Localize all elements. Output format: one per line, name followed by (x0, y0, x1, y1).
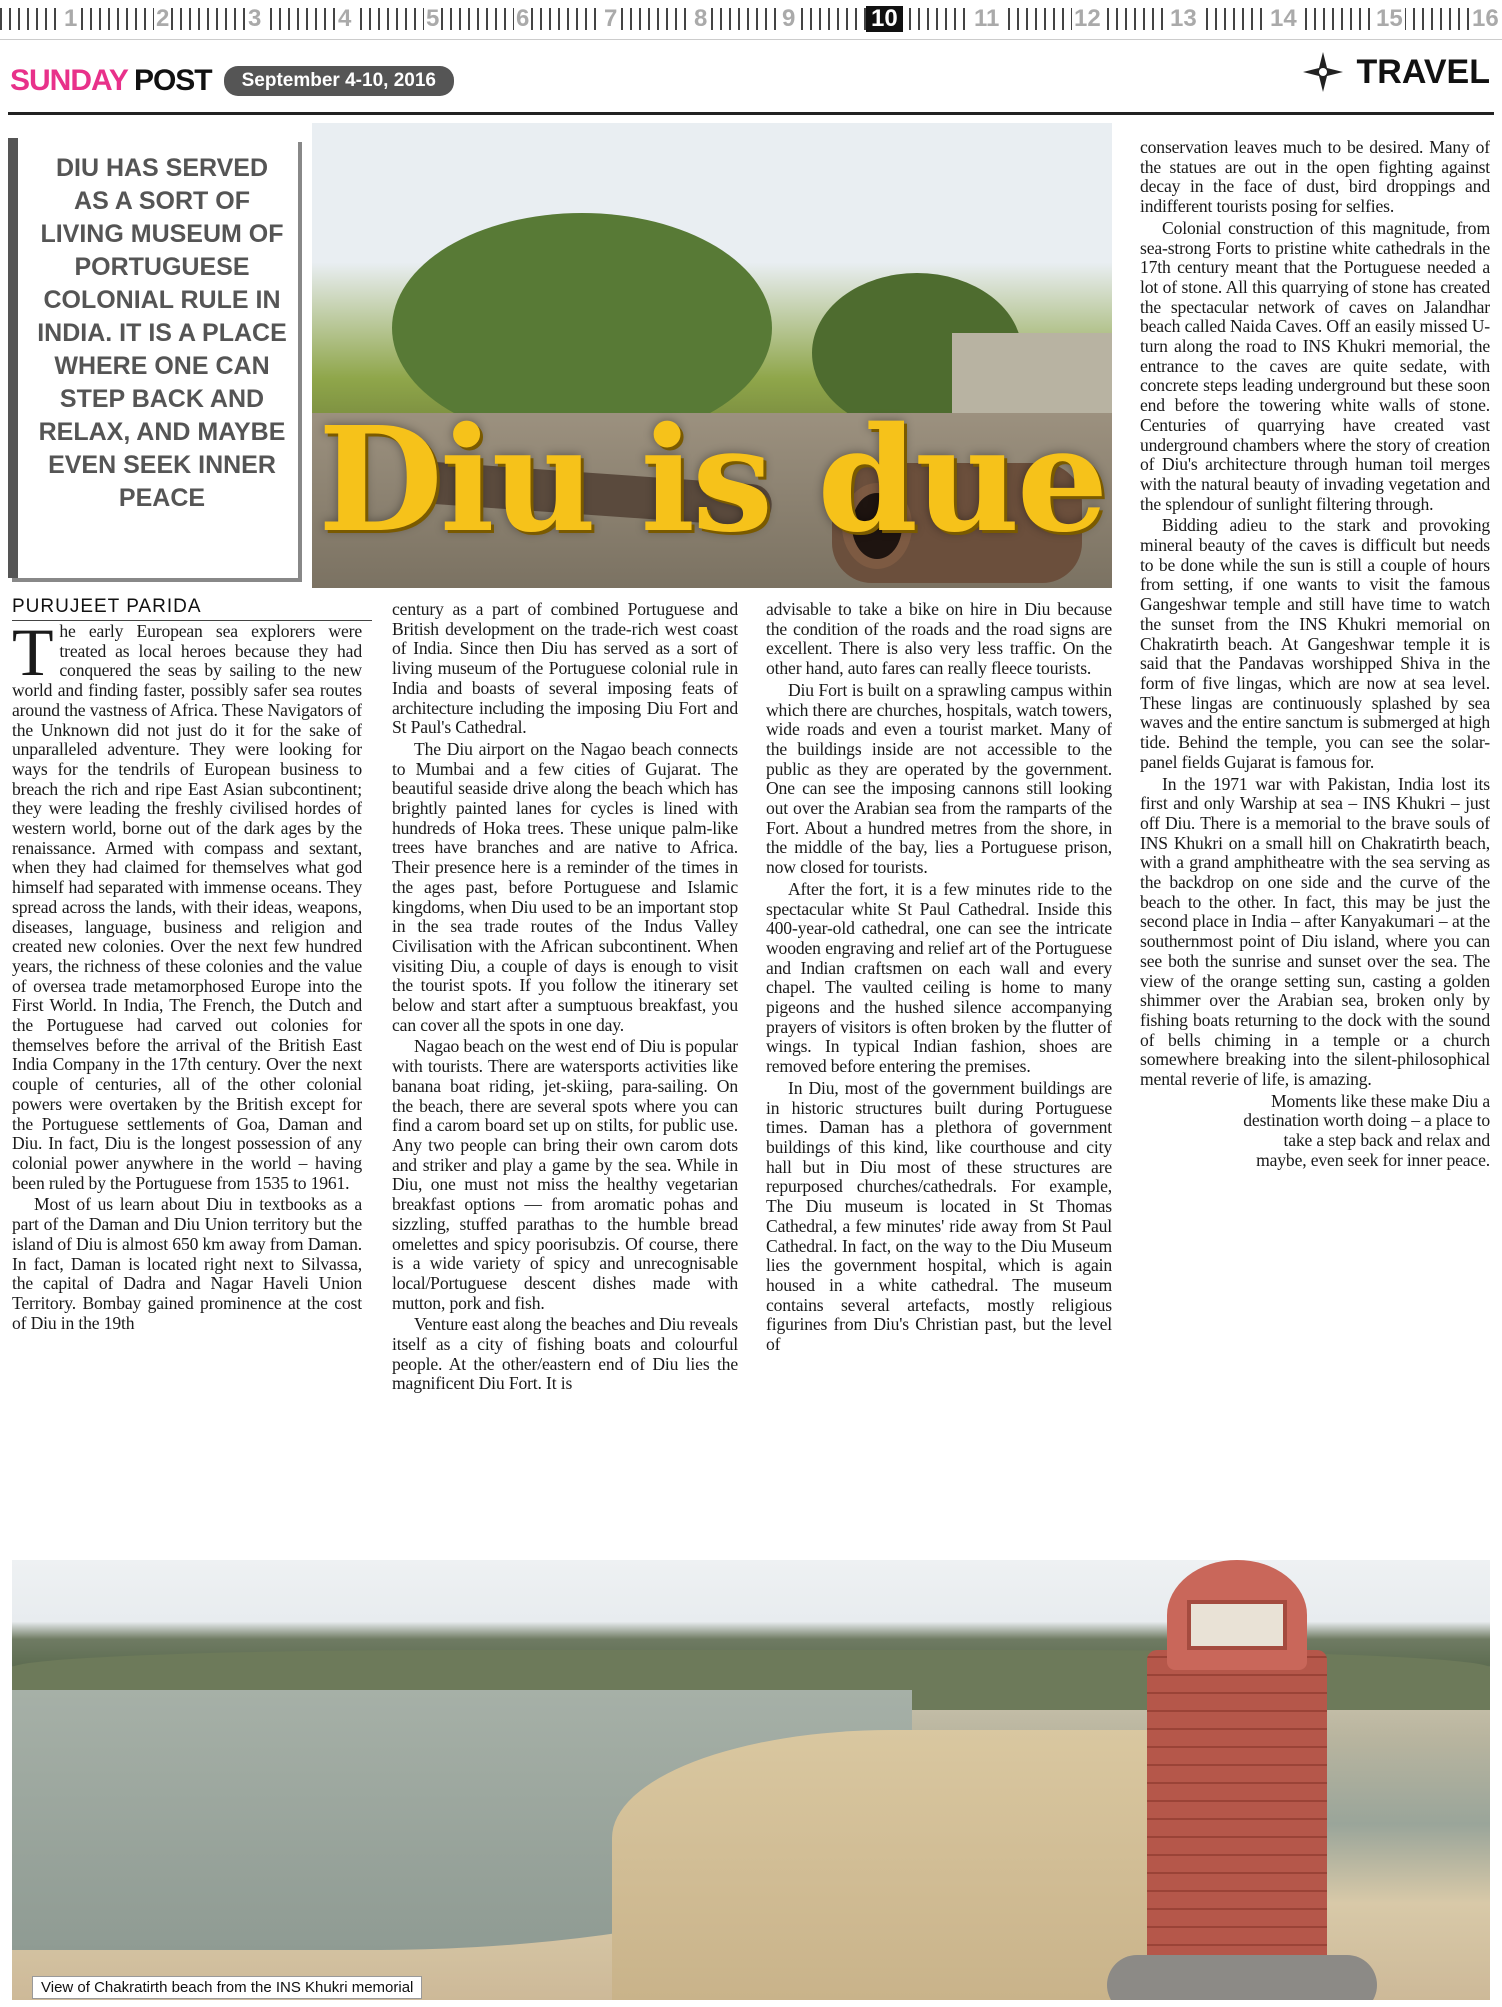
ruler-number: 14 (1270, 5, 1297, 32)
pull-quote-text: DIU HAS SERVED AS A SORT OF LIVING MUSEUM OF PORTUGUESE COLONIAL RULE IN INDIA. IT IS A PLACE WHERE ONE CAN STEP BACK AND RELAX, AND MAYBE EVEN SEEK INNER PEACE (37, 154, 287, 512)
ruler-number: 5 (426, 5, 440, 32)
ruler-number: 7 (604, 5, 618, 32)
paragraph: century as a part of combined Portuguese and British development on the trade-rich west coast of India. Since then Diu has served as a sort of living museum of the Portuguese colonial rule in India and boasts of several imposing feats of architecture including the imposing Diu Fort and St Paul's Cathedral. (392, 600, 738, 738)
paragraph: The Diu airport on the Nagao beach connects to Mumbai and a few cities of Gujarat. The beautiful seaside drive along the beach which has brightly painted lanes for cycles is lined with hundreds of Hoka trees. These unique palm-like trees have branches and are native to Africa. Their presence here is a reminder of the times in the ages past, before Portuguese and Islamic kingdoms, when Diu used to be an important stop in the sea trade routes of the Indus Valley Civilisation with the African subcontinent. When visiting Diu, a couple of days is enough to visit the tourist spots. If you follow the itinerary set below and start after a sumptuous breakfast, you can cover all the spots in one day. (392, 738, 738, 1035)
photo-rock-base (1107, 1955, 1377, 2000)
headline: Diu is due (318, 395, 1106, 564)
page-ruler (0, 0, 1502, 40)
photo-chakratirth-beach (12, 1560, 1490, 2000)
ruler-number: 15 (1376, 5, 1403, 32)
paragraph (12, 622, 362, 1193)
ruler-number: 8 (694, 5, 708, 32)
article-column-2 (392, 600, 738, 1545)
paragraph: Bidding adieu to the stark and provoking mineral beauty of the caves is difficult but needs to be done while the sun is still a couple of hours from setting, if one wants to visit the famous Gangeshwar temple and still have time to watch the sunset from the INS Khukri memorial on Chakratirth beach. At Gangeshwar temple it is said that the Pandavas worshipped Shiva in the form of five lingas, which are now at sea level. These lingas are continuously splashed by sea waves and the entire sanctum is submerged at high tide. Behind the temple, you can see the solar-panel fields Gujarat is famous for. (1140, 515, 1490, 772)
ruler-number: 13 (1170, 5, 1197, 32)
article-column-1 (12, 622, 362, 1542)
paragraph: Diu Fort is built on a sprawling campus within which there are churches, hospitals, watch towers, wide roads and even a tourist market. Many of the buildings inside are not accessible to the public as they are operated by the government. One can see the imposing cannons still looking out over the Arabian sea from the ramparts of the Fort. About a hundred metres from the shore, in the middle of the bay, lies a Portuguese prison, now closed for tourists. (766, 679, 1112, 878)
ruler-number: 11 (974, 5, 1000, 32)
paragraph: Moments like these make Diu a destination worth doing – a place to take a step back and relax and maybe, even seek for inner peace. (1243, 1090, 1490, 1170)
paragraph: conservation leaves much to be desired. Many of the statues are out in the open fighting against decay in the face of dust, bird droppings and indifferent tourists posing for selfies. (1140, 138, 1490, 217)
paragraph: advisable to take a bike on hire in Diu because the condition of the roads and the road signs are excellent. There is also very less traffic. On the other hand, auto fares can really fleece tourists. (766, 600, 1112, 679)
issue-date-badge: September 4-10, 2016 (224, 66, 454, 96)
photo-lighthouse-tower (1147, 1650, 1327, 1980)
drop-cap: T (12, 622, 54, 690)
compass-star-icon (1303, 52, 1343, 92)
byline: PURUJEET PARIDA (12, 596, 372, 621)
section-header (1303, 52, 1490, 92)
paragraph-text: he early European sea explorers were treated as local heroes because they had conquered the seas by sailing to the new world and finding faster, possibly safer sea routes around the vastness of Africa. These Navigators of the Unknown did not just do it for the sake of unparalleled adventure. They were looking for ways for the tendrils of European business to breach the rich and ripe East Asian subcontinent; they were leading the freshly civilised hordes of western world, borne out of the dark ages by the renaissance. Armed with compass and sextant, when they had claimed for themselves what god himself had separated with immense oceans. They spread across the lands, with their ideas, weapons, diseases, language, business and religion and created new colonies. Over the next few hundred years, the richness of these colonies and the value of oversea trade metamorphosed Europe into the First World. In India, The French, the Dutch and the Portuguese had carved out colonies for themselves before the arrival of the British East India Company in the 17th century. Over the next couple of centuries, all of the other colonial powers were overtaken by the British except for the Portuguese settlements of Goa, Daman and Diu. In fact, Diu is the longest possession of any colonial power anywhere in the world – having been ruled by the Portuguese from 1535 to 1961. (12, 622, 362, 1193)
ruler-number: 1 (64, 5, 78, 32)
photo-lighthouse-window (1187, 1600, 1287, 1650)
ruler-number: 3 (248, 5, 262, 32)
masthead-sunday: SUNDAY (10, 64, 128, 97)
masthead-post: POST (133, 64, 212, 97)
paragraph: Colonial construction of this magnitude, from sea-strong Forts to pristine white cathedrals in the 17th century meant that the Portuguese needed a lot of stone. All this quarrying of stone has created the spectacular network of caves on Jalandhar beach called Naida Caves. Off an easily missed U-turn along the road to INS Khukri memorial, the entrance to the caves are quite sedate, with concrete steps leading underground but these soon end before the towering white walls of stone. Centuries of quarrying have created vast underground chambers where the story of creation of Diu's architecture through human toil merges with the natural beauty of invading vegetation and the splendour of sunlight filtering through. (1140, 217, 1490, 514)
paragraph: In Diu, most of the government buildings are in historic structures built during Portuguese times. Daman has a plethora of government buildings of this kind, like courthouse and city hall but in Diu most of these structures are repurposed churches/cathedrals. For example, The Diu museum is located in St Thomas Cathedral, a few minutes' ride away from St Paul Cathedral. In fact, on the way to the Diu Museum lies the government hospital, which is again housed in a white cathedral. The museum contains several artefacts, mostly religious figurines from Diu's Christian past, but the level of (766, 1077, 1112, 1355)
paragraph: After the fort, it is a few minutes ride to the spectacular white St Paul Cathedral. Inside this 400-year-old cathedral, one can see the intricate wooden engraving and relief art of the Portuguese and Indian craftsmen on each wall and every chapel. The vaulted ceiling is home to many pigeons and the hushed silence accompanying prayers of visitors is often broken by the flutter of wings. In typical Indian fashion, shoes are removed before entering the premises. (766, 878, 1112, 1077)
masthead (10, 56, 454, 106)
ruler-number: 9 (782, 5, 796, 32)
article-column-4 (1140, 138, 1490, 1378)
ruler-number: 4 (338, 5, 352, 32)
pull-quote (8, 138, 298, 578)
ruler-number: 6 (516, 5, 530, 32)
paragraph: Venture east along the beaches and Diu reveals itself as a city of fishing boats and colourful people. At the other/eastern end of Diu lies the magnificent Diu Fort. It is (392, 1314, 738, 1394)
ruler-number: 2 (156, 5, 170, 32)
paragraph: In the 1971 war with Pakistan, India lost its first and only Warship at sea – INS Khukri – just off Diu. There is a memorial to the brave souls of INS Khukri on a small hill on Chakratirth beach, with a grand amphitheatre with the sea serving as the backdrop on one side and the curve of the beach to the other. In fact, this may be just the second place in India – after Kanyakumari – at the southernmost point of Diu island, where you can see both the sunrise and sunset over the sea. The view of the orange setting sun, casting a golden shimmer over the Arabian sea, broken only by fishing boats returning to the dock with the sound of bells chiming in a temple or a church somewhere breaking into the silent-philosophical mental reverie of life, is amazing. (1140, 773, 1490, 1090)
paragraph: Most of us learn about Diu in textbooks as a part of the Daman and Diu Union territory but the island of Diu is almost 650 km away from Daman. In fact, Daman is located right next to Silvassa, the capital of Dadra and Nagar Haveli Union Territory. Bombay gained prominence at the cost of Diu in the 19th (12, 1194, 362, 1333)
paragraph: Nagao beach on the west end of Diu is popular with tourists. There are watersports activities like banana boat riding, jet-skiing, para-sailing. On the beach, there are several spots where you can find a carom board set up on stilts, for public use. Any two people can bring their own carom dots and striker and play a game by the sea. While in Diu, one must not miss the healthy vegetarian breakfast options — from aromatic pohas and sizzling, stuffed parathas to the humble bread omelettes and spicy poorisubzis. Of course, there is a wide variety of spicy and unrecognisable local/Portuguese descent dishes made with mutton, pork and fish. (392, 1036, 738, 1313)
ruler-number: 12 (1074, 5, 1101, 32)
ruler-number-current: 10 (866, 6, 903, 32)
section-label: TRAVEL (1356, 52, 1490, 91)
photo-caption: View of Chakratirth beach from the INS Khukri memorial (32, 1976, 422, 1999)
article-column-3 (766, 600, 1112, 1545)
header-divider (8, 112, 1494, 115)
ruler-number: 16 (1472, 5, 1499, 32)
